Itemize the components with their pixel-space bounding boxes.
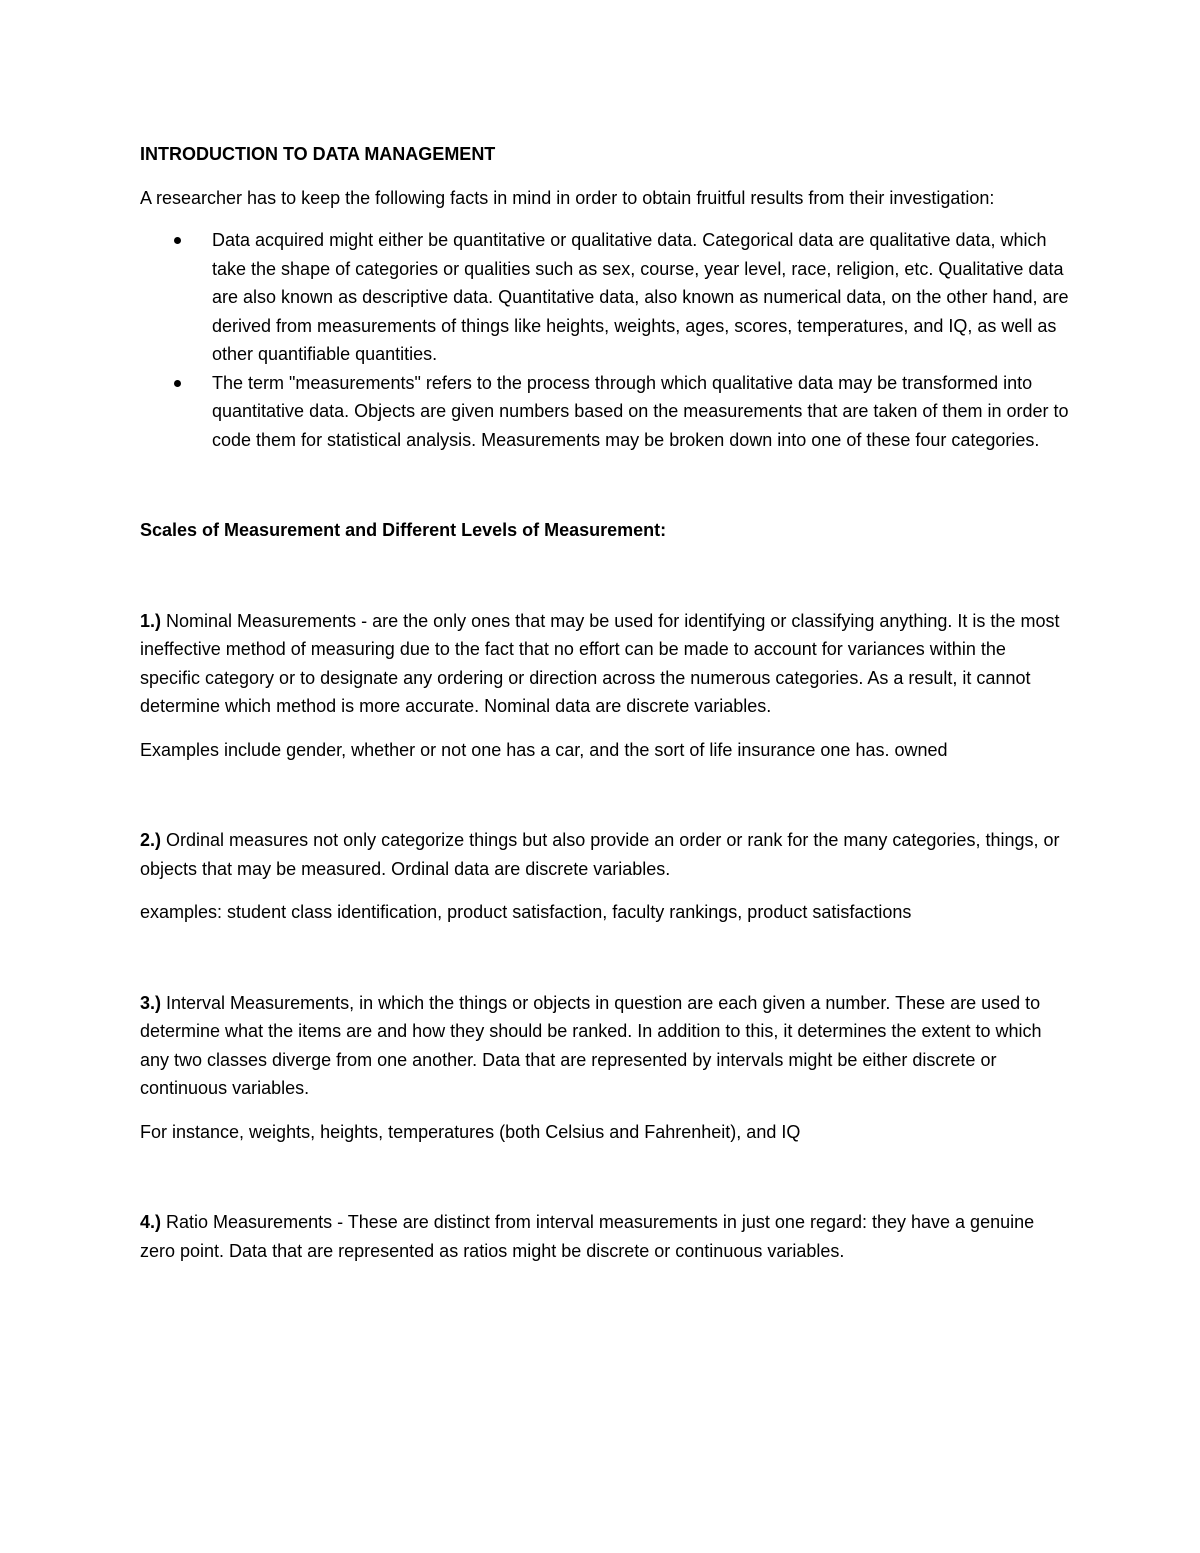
bullet-icon <box>174 380 181 387</box>
measurement-item-ratio <box>140 1208 1070 1265</box>
item-paragraph <box>140 989 1070 1103</box>
bullet-icon <box>174 237 181 244</box>
item-number: 2.) <box>140 830 162 850</box>
item-text: Ordinal measures not only categorize things but also provide an order or rank for the many categories, things, or objects that may be measured. Ordinal data are discrete variables. <box>140 830 1060 879</box>
item-text: Ratio Measurements - These are distinct from interval measurements in just one regard: they have a genuine zero point. Data that are represented as ratios might be discrete or continuous variables. <box>140 1212 1035 1261</box>
list-item <box>140 226 1070 369</box>
item-paragraph <box>140 1208 1070 1265</box>
facts-list <box>140 226 1070 454</box>
bullet-text: The term "measurements" refers to the process through which qualitative data may be transformed into quantitative data. Objects are given numbers based on the measurements that are taken of them in order to code them for statistical analysis. Measurements may be broken down into one of these four categories. <box>212 372 1069 450</box>
item-example: Examples include gender, whether or not one has a car, and the sort of life insurance one has. owned <box>140 739 948 760</box>
item-example: examples: student class identification, product satisfaction, faculty rankings, product satisfactions <box>140 902 912 922</box>
item-paragraph <box>140 826 1070 883</box>
bullet-text: Data acquired might either be quantitative or qualitative data. Categorical data are qualitative data, which take the shape of categories or qualities such as sex, course, year level, race, religion, etc. Qualitative data are also known as descriptive data. Quantitative data, also known as numerical data, on the other hand, are derived from measurements of things like heights, weights, ages, scores, temperatures, and IQ, as well as other quantifiable quantities. <box>212 230 1069 364</box>
intro-paragraph: A researcher has to keep the following facts in mind in order to obtain fruitful results from their investigation: <box>140 187 995 208</box>
item-example: For instance, weights, heights, temperatures (both Celsius and Fahrenheit), and IQ <box>140 1121 801 1142</box>
item-number: 1.) <box>140 610 162 631</box>
list-item <box>140 369 1070 455</box>
measurement-item-nominal <box>140 607 1070 765</box>
item-text: Interval Measurements, in which the things or objects in question are each given a number. These are used to determine what the items are and how they should be ranked. In addition to this, it determines the extent to which any two classes diverge from one another. Data that are represented by intervals might be either discrete or continuous variables. <box>140 992 1042 1098</box>
measurement-item-interval <box>140 989 1070 1147</box>
measurement-item-ordinal <box>140 826 1070 927</box>
document-page <box>140 140 1070 1265</box>
document-title: INTRODUCTION TO DATA MANAGEMENT <box>140 144 496 164</box>
item-text: Nominal Measurements - are the only ones that may be used for identifying or classifying anything. It is the most ineffective method of measuring due to the fact that no effort can be made to account for variances within the specific category or to designate any ordering or direction across the numerous categories. As a result, it cannot determine which method is more accurate. Nominal data are discrete variables. <box>140 610 1060 716</box>
section-heading: Scales of Measurement and Different Levels of Measurement: <box>140 520 667 540</box>
item-number: 4.) <box>140 1212 162 1232</box>
item-number: 3.) <box>140 992 162 1013</box>
item-paragraph <box>140 607 1070 721</box>
